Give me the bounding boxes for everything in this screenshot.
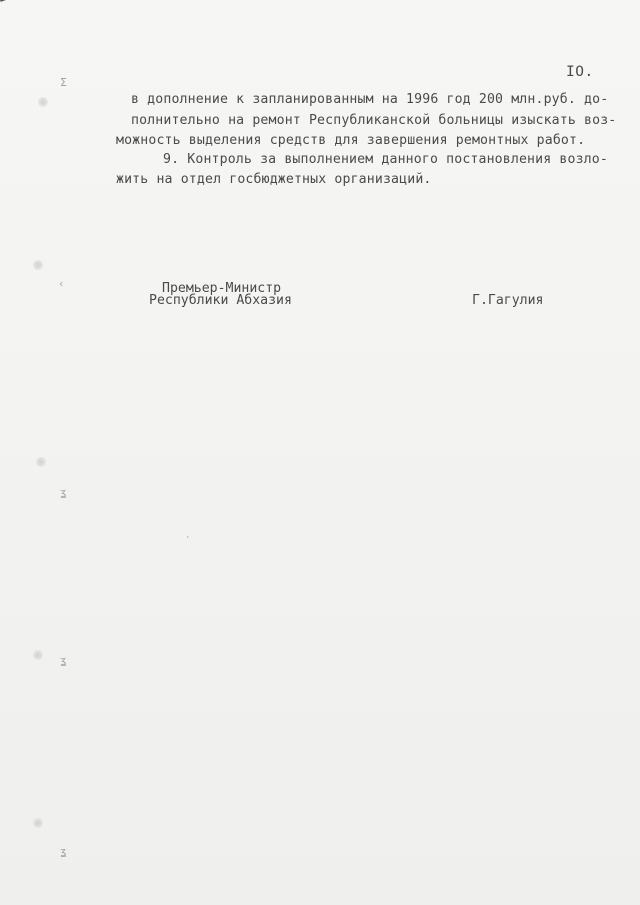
binder-hole-mark: ‹ [58, 277, 65, 290]
corner-mark [0, 0, 28, 9]
binder-hole-mark [36, 457, 46, 467]
body-line-1: в дополнение к запланированным на 1996 год 200 млн.руб. до- [131, 92, 609, 107]
binder-hole-mark: ʓ [60, 486, 67, 499]
body-line-2: полнительно на ремонт Республиканской больницы изыскать воз- [131, 113, 617, 128]
page-number: IO. [566, 64, 594, 80]
binder-hole-mark: ʓ [60, 654, 67, 667]
binder-hole-mark [33, 818, 43, 828]
binder-hole-mark [33, 260, 43, 270]
body-line-3: можность выделения средств для завершения ремонтных работ. [116, 133, 586, 148]
signatory-name: Г.Гагулия [472, 293, 544, 308]
binder-hole-mark: ⵉ [60, 76, 67, 89]
body-line-5: жить на отдел госбюджетных организаций. [116, 172, 432, 187]
binder-hole-mark [33, 650, 43, 660]
signatory-title-line-1: Премьер-Министр [162, 281, 282, 296]
signatory-title-line-2: Республики Абхазия [149, 293, 292, 308]
binder-hole-mark [38, 97, 48, 107]
body-line-4: 9. Контроль за выполнением данного постановления возло- [163, 152, 608, 167]
speck-mark: · [185, 533, 191, 543]
binder-hole-mark: ʓ [60, 845, 67, 858]
